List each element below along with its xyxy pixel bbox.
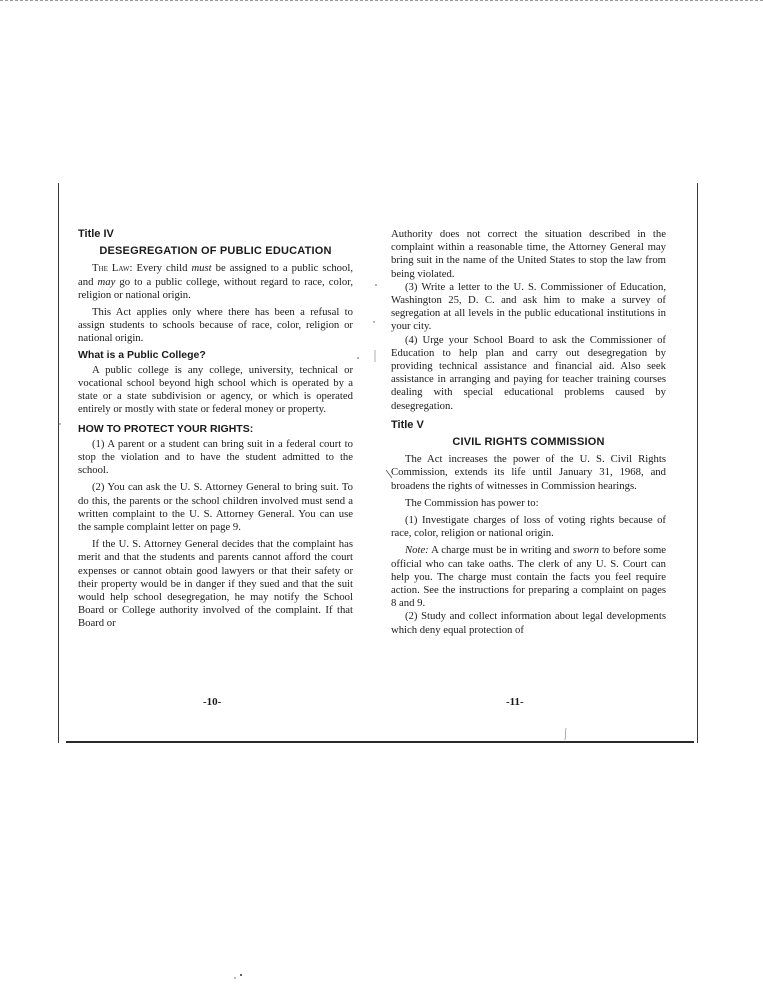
note-label: Note: [405,544,429,557]
power-intro: The Commission has power to: [405,496,539,509]
page-number-right: -11- [506,696,524,708]
public-college-paragraph: A public college is any college, university, technical or vocational school beyond high school which is operated by a state or a state subdivision or agency, or which is operated entirely or mostly with state or federal money or property. [78,363,353,416]
law-text-3: go to a public college, without regard to race, color, religion or national origin. [78,275,353,301]
heading-civil-rights-commission: CIVIL RIGHTS COMMISSION [452,436,605,449]
item-4-paragraph: (4) Urge your School Board to ask the Commissioner of Education to help plan and carry out desegregation by providing technical assistance and financial aid. Also seek assistance in arranging and paying for teacher training courses dealing with special educational problems caused by desegregation. [391,333,666,412]
title-iv: Title IV [78,228,114,240]
protect-rights-heading: HOW TO PROTECT YOUR RIGHTS: [78,422,254,435]
title-v: Title V [391,418,424,431]
note-sworn: sworn [572,544,599,557]
authority-paragraph: Authority does not correct the situation described in the complaint within a reasonable time, the Attorney General may bring suit in the name of the United States to stop the law from being violated. [391,228,666,280]
page-number-left: -10- [203,696,222,708]
protect-item-2: (2) You can ask the U. S. Attorney General to bring suit. To do this, the parents or the school children involved must send a written complaint to the U. S. Attorney General. You can use the sample complaint letter on page 9. [78,481,353,534]
law-text-1: Every child [132,262,192,275]
item-3-paragraph: (3) Write a letter to the U. S. Commissioner of Education, Washington 25, D. C. and ask him to make a survey of segregation at all levels in the public educational institutions in your city. [391,280,666,333]
note-text-1: A charge must be in writing and [428,544,573,557]
law-text-2: be assigned to a public school, and [78,262,353,288]
protect-item-3: If the U. S. Attorney General decides that the complaint has merit and that the students and parents cannot afford the court expenses or cannot obtain good lawyers or that their safety or their property would be in danger if they sued and that the suit would help school desegregation, he may notify the School Board or College authority involved of the complaint. If that Board or [78,538,353,630]
power-item-1: (1) Investigate charges of loss of voting rights because of race, color, religion or national origin. [391,514,666,540]
commission-paragraph: The Act increases the power of the U. S. Civil Rights Commission, extends its life until January 31, 1968, and broadens the rights of witnesses in Commission hearings. [391,453,666,492]
power-item-2: (2) Study and collect information about legal developments which deny equal protection of [391,610,666,636]
act-applies-paragraph: This Act applies only where there has been a refusal to assign students to schools because of race, color, religion or national origin. [78,306,353,345]
law-label: The Law: [92,262,133,275]
law-may: may [97,275,116,288]
note-text-2: to before some official who can take oaths. The clerk of any U. S. Court can help you. The charge must contain the facts you feel require action. See the instructions for preparing a complaint on pages 8 and 9. [391,544,667,610]
heading-desegregation: DESEGREGATION OF PUBLIC EDUCATION [99,245,332,258]
protect-item-1: (1) A parent or a student can bring suit in a federal court to stop the violation and to have the student admitted to the school. [78,437,353,477]
public-college-heading: What is a Public College? [78,348,206,361]
law-must: must [191,262,212,275]
